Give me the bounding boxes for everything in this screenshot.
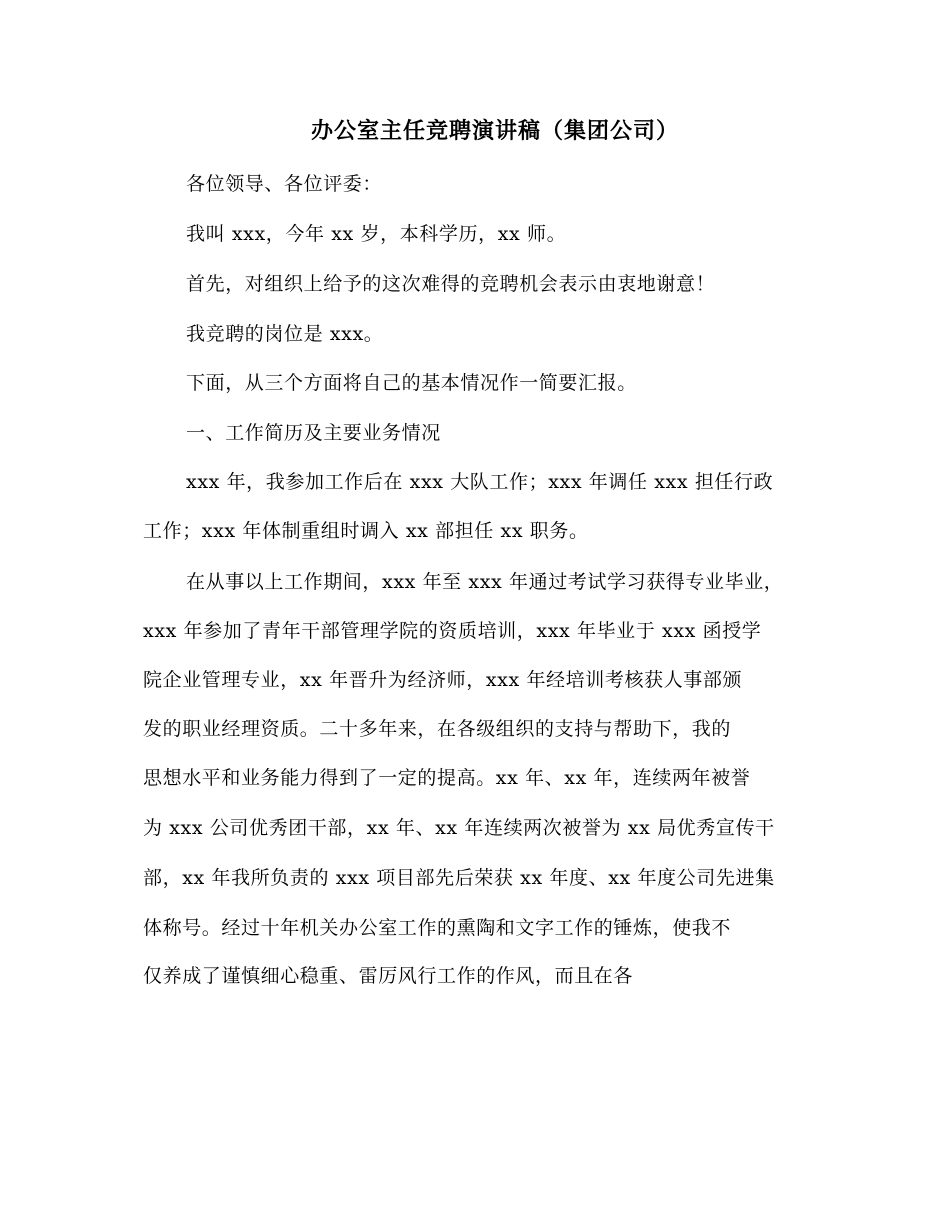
paragraph-line: 我叫 xxx，今年 xx 岁，本科学历，xx 师。: [186, 223, 567, 245]
paragraph-line: xxx 年，我参加工作后在 xxx 大队工作；xxx 年调任 xxx 担任行政: [186, 471, 774, 493]
paragraph-line: 下面，从三个方面将自己的基本情况作一简要汇报。: [186, 372, 637, 394]
paragraph-line: 仅养成了谨慎细心稳重、雷厉风行工作的作风，而且在各: [143, 965, 634, 987]
paragraph-line: 在从事以上工作期间，xxx 年至 xxx 年通过考试学习获得专业毕业，: [186, 571, 784, 593]
paragraph-line: 发的职业经理资质。二十多年来，在各级组织的支持与帮助下，我的: [143, 718, 732, 740]
paragraph-line: 体称号。经过十年机关办公室工作的熏陶和文字工作的锤炼，使我不: [143, 917, 732, 939]
paragraph-line: 院企业管理专业，xx 年晋升为经济师，xxx 年经培训考核获人事部颁: [143, 669, 743, 691]
document-title: 办公室主任竞聘演讲稿（集团公司）: [310, 118, 679, 144]
paragraph-line: 我竞聘的岗位是 xxx。: [186, 323, 384, 345]
paragraph-line: 思想水平和业务能力得到了一定的提高。xx 年、xx 年，连续两年被誉: [143, 767, 751, 789]
paragraph-line: xxx 年参加了青年干部管理学院的资质培训，xxx 年毕业于 xxx 函授学: [143, 620, 762, 642]
paragraph-line: 首先，对组织上给予的这次难得的竞聘机会表示由衷地谢意！: [186, 273, 716, 295]
paragraph-line: 工作；xxx 年体制重组时调入 xx 部担任 xx 职务。: [143, 520, 589, 542]
salutation-line: 各位领导、各位评委：: [186, 173, 383, 195]
section-heading: 一、工作简历及主要业务情况: [186, 422, 441, 444]
paragraph-line: 为 xxx 公司优秀团干部，xx 年、xx 年连续两次被誉为 xx 局优秀宣传干: [143, 817, 775, 839]
paragraph-line: 部，xx 年我所负责的 xxx 项目部先后荣获 xx 年度、xx 年度公司先进集: [143, 867, 775, 889]
